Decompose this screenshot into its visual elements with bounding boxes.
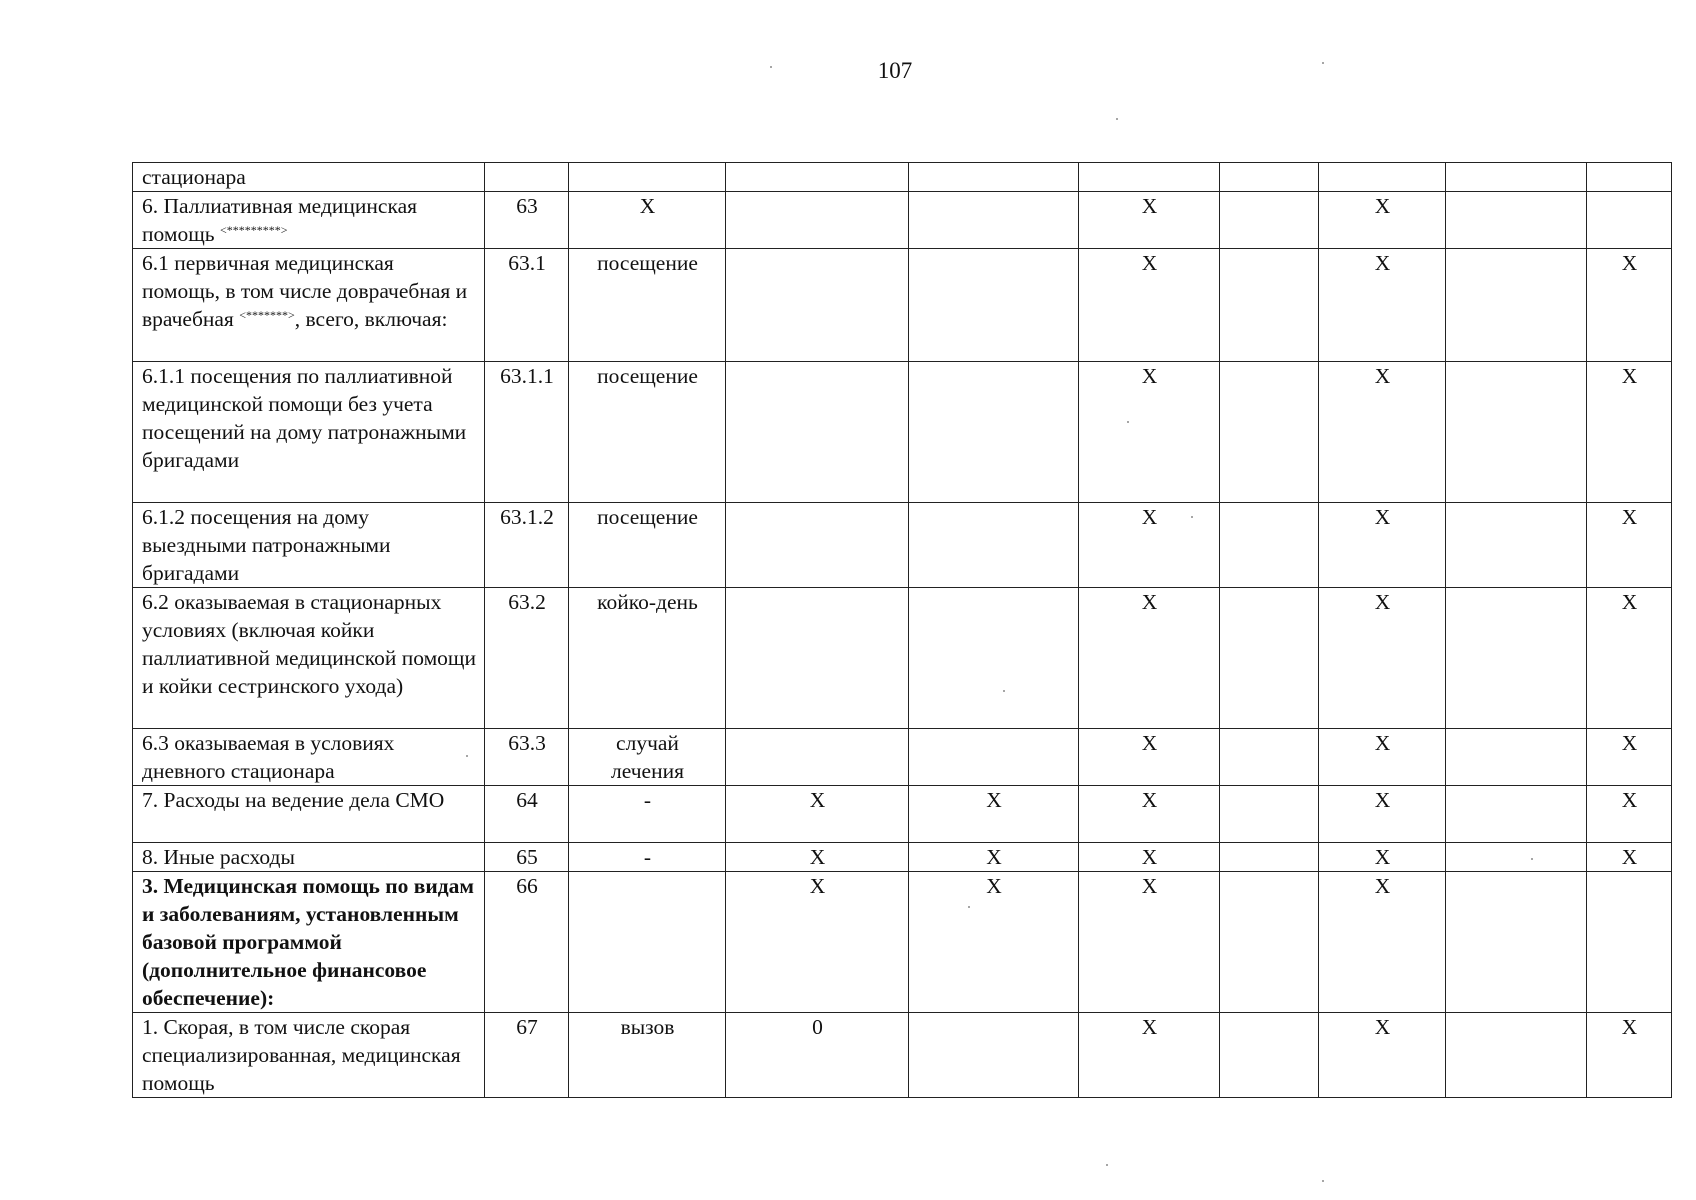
table-row — [133, 588, 1672, 729]
cell-value — [909, 163, 1079, 192]
cell-value — [1220, 503, 1319, 588]
cell-unit: посещение — [569, 249, 726, 362]
cell-value — [1446, 362, 1587, 503]
cell-value: X — [1587, 786, 1672, 843]
cell-value — [1446, 249, 1587, 362]
cell-indicator-name — [133, 786, 485, 843]
scan-speck — [1116, 118, 1118, 120]
cell-value: X — [1587, 362, 1672, 503]
cell-row-code: 63.1 — [485, 249, 569, 362]
table-row — [133, 1013, 1672, 1098]
cell-unit: случай лечения — [569, 729, 726, 786]
cell-indicator-name — [133, 1013, 485, 1098]
cell-unit: - — [569, 786, 726, 843]
cell-value — [1220, 588, 1319, 729]
cell-unit: койко-день — [569, 588, 726, 729]
cell-value: X — [909, 872, 1079, 1013]
cell-unit: посещение — [569, 362, 726, 503]
cell-value: X — [909, 786, 1079, 843]
cell-indicator-name — [133, 163, 485, 192]
cell-value: X — [1587, 843, 1672, 872]
cell-row-code: 63 — [485, 192, 569, 249]
cell-value: X — [726, 872, 909, 1013]
cell-value — [1220, 1013, 1319, 1098]
cell-value — [1446, 872, 1587, 1013]
cell-value: X — [1079, 249, 1220, 362]
cell-value — [1220, 362, 1319, 503]
indicator-name-text: 7. Расходы на ведение дела СМО — [142, 788, 445, 812]
cell-unit: вызов — [569, 1013, 726, 1098]
cell-value: X — [1079, 503, 1220, 588]
table-row — [133, 503, 1672, 588]
cell-indicator-name — [133, 872, 485, 1013]
cell-indicator-name — [133, 729, 485, 786]
cell-unit: посещение — [569, 503, 726, 588]
cell-value — [1446, 786, 1587, 843]
cell-value: X — [726, 843, 909, 872]
cell-value — [726, 729, 909, 786]
financing-table — [132, 162, 1672, 1098]
footnote-marker: <*******> — [239, 308, 295, 322]
cell-value — [909, 362, 1079, 503]
indicator-name-text: 6.1.2 посещения на дому выездными патронажными бригадами — [142, 505, 391, 585]
cell-value — [1220, 163, 1319, 192]
cell-value: X — [1319, 192, 1446, 249]
cell-value — [1220, 729, 1319, 786]
cell-value — [1446, 1013, 1587, 1098]
cell-value — [1220, 192, 1319, 249]
cell-value — [1446, 729, 1587, 786]
indicator-name-text: 8. Иные расходы — [142, 845, 295, 869]
scan-speck — [1322, 62, 1324, 64]
cell-value — [909, 503, 1079, 588]
cell-value: X — [1319, 843, 1446, 872]
scan-speck — [1106, 1164, 1108, 1166]
table-body — [133, 163, 1672, 1098]
cell-value: X — [1587, 249, 1672, 362]
table-row — [133, 362, 1672, 503]
cell-indicator-name — [133, 503, 485, 588]
cell-value — [1446, 843, 1587, 872]
cell-value — [1220, 786, 1319, 843]
cell-unit — [569, 163, 726, 192]
scan-speck — [968, 906, 970, 908]
cell-value — [726, 249, 909, 362]
indicator-name-text: 3. Медицинская помощь по видам и заболеваниям, установленным базовой программой (дополнительное финансовое обеспечение): — [142, 874, 475, 1010]
cell-value — [909, 588, 1079, 729]
cell-value — [1319, 163, 1446, 192]
cell-indicator-name — [133, 843, 485, 872]
indicator-name-text: 1. Скорая, в том числе скорая специализированная, медицинская помощь — [142, 1015, 461, 1095]
cell-value: X — [1079, 729, 1220, 786]
cell-value: X — [1587, 729, 1672, 786]
cell-value: X — [1319, 503, 1446, 588]
cell-value: X — [1319, 729, 1446, 786]
cell-row-code: 65 — [485, 843, 569, 872]
cell-value: X — [1079, 192, 1220, 249]
cell-value: X — [1319, 872, 1446, 1013]
cell-indicator-name — [133, 588, 485, 729]
cell-unit — [569, 872, 726, 1013]
cell-value — [909, 249, 1079, 362]
cell-value — [1446, 503, 1587, 588]
indicator-name-text: 6.1.1 посещения по паллиативной медицинской помощи без учета посещений на дому патронажными бригадами — [142, 364, 467, 472]
cell-row-code: 63.2 — [485, 588, 569, 729]
cell-value: X — [1319, 786, 1446, 843]
cell-value — [726, 588, 909, 729]
scan-speck — [466, 755, 468, 757]
table-row — [133, 786, 1672, 843]
cell-value — [726, 362, 909, 503]
cell-value: X — [1587, 1013, 1672, 1098]
cell-value: X — [1079, 872, 1220, 1013]
cell-value — [1220, 872, 1319, 1013]
cell-indicator-name — [133, 192, 485, 249]
cell-row-code — [485, 163, 569, 192]
cell-value — [1446, 192, 1587, 249]
table-row — [133, 249, 1672, 362]
cell-value — [909, 729, 1079, 786]
indicator-name-continuation: , всего, включая: — [294, 307, 448, 331]
table-row — [133, 843, 1672, 872]
cell-value: X — [1079, 843, 1220, 872]
cell-value: X — [1079, 786, 1220, 843]
indicator-name-text: 6.3 оказываемая в условиях дневного стационара — [142, 731, 395, 783]
cell-indicator-name — [133, 249, 485, 362]
footnote-marker: <*********> — [219, 223, 288, 237]
cell-value — [1446, 588, 1587, 729]
cell-value: X — [1319, 362, 1446, 503]
cell-unit: - — [569, 843, 726, 872]
indicator-name-text: 6.2 оказываемая в стационарных условиях (включая койки паллиативной медицинской помощи и койки сестринского ухода) — [142, 590, 476, 698]
table-row — [133, 872, 1672, 1013]
cell-row-code: 64 — [485, 786, 569, 843]
cell-value — [726, 163, 909, 192]
cell-value — [726, 192, 909, 249]
cell-row-code: 63.3 — [485, 729, 569, 786]
cell-value: 0 — [726, 1013, 909, 1098]
cell-row-code: 63.1.1 — [485, 362, 569, 503]
scan-speck — [1322, 1180, 1324, 1182]
cell-value — [1220, 249, 1319, 362]
table-row — [133, 729, 1672, 786]
cell-value — [1079, 163, 1220, 192]
cell-indicator-name — [133, 362, 485, 503]
cell-value — [1587, 872, 1672, 1013]
indicator-name-text: 6.1 первичная медицинская помощь, в том числе доврачебная и врачебная — [142, 251, 468, 331]
cell-value — [1587, 163, 1672, 192]
cell-row-code: 63.1.2 — [485, 503, 569, 588]
cell-value: X — [1587, 588, 1672, 729]
cell-row-code: 67 — [485, 1013, 569, 1098]
cell-value: X — [1587, 503, 1672, 588]
scan-speck — [1003, 690, 1005, 692]
scan-speck — [1531, 858, 1533, 860]
cell-value: X — [1319, 588, 1446, 729]
scan-speck — [770, 66, 772, 68]
cell-value — [1587, 192, 1672, 249]
indicator-name-text: стационара — [142, 165, 246, 189]
cell-unit: X — [569, 192, 726, 249]
scan-speck — [1127, 421, 1129, 423]
cell-value — [909, 1013, 1079, 1098]
cell-value: X — [1079, 362, 1220, 503]
page-number: 107 — [877, 58, 913, 83]
cell-value: X — [1319, 249, 1446, 362]
cell-value — [909, 192, 1079, 249]
cell-value: X — [1079, 588, 1220, 729]
table-row — [133, 192, 1672, 249]
cell-value — [726, 503, 909, 588]
cell-value: X — [726, 786, 909, 843]
cell-value: X — [1319, 1013, 1446, 1098]
table-row — [133, 163, 1672, 192]
cell-value: X — [1079, 1013, 1220, 1098]
cell-value — [1220, 843, 1319, 872]
indicator-name-text: 6. Паллиативная медицинская помощь — [142, 194, 417, 246]
cell-row-code: 66 — [485, 872, 569, 1013]
cell-value: X — [909, 843, 1079, 872]
scan-speck — [1191, 516, 1193, 518]
cell-value — [1446, 163, 1587, 192]
